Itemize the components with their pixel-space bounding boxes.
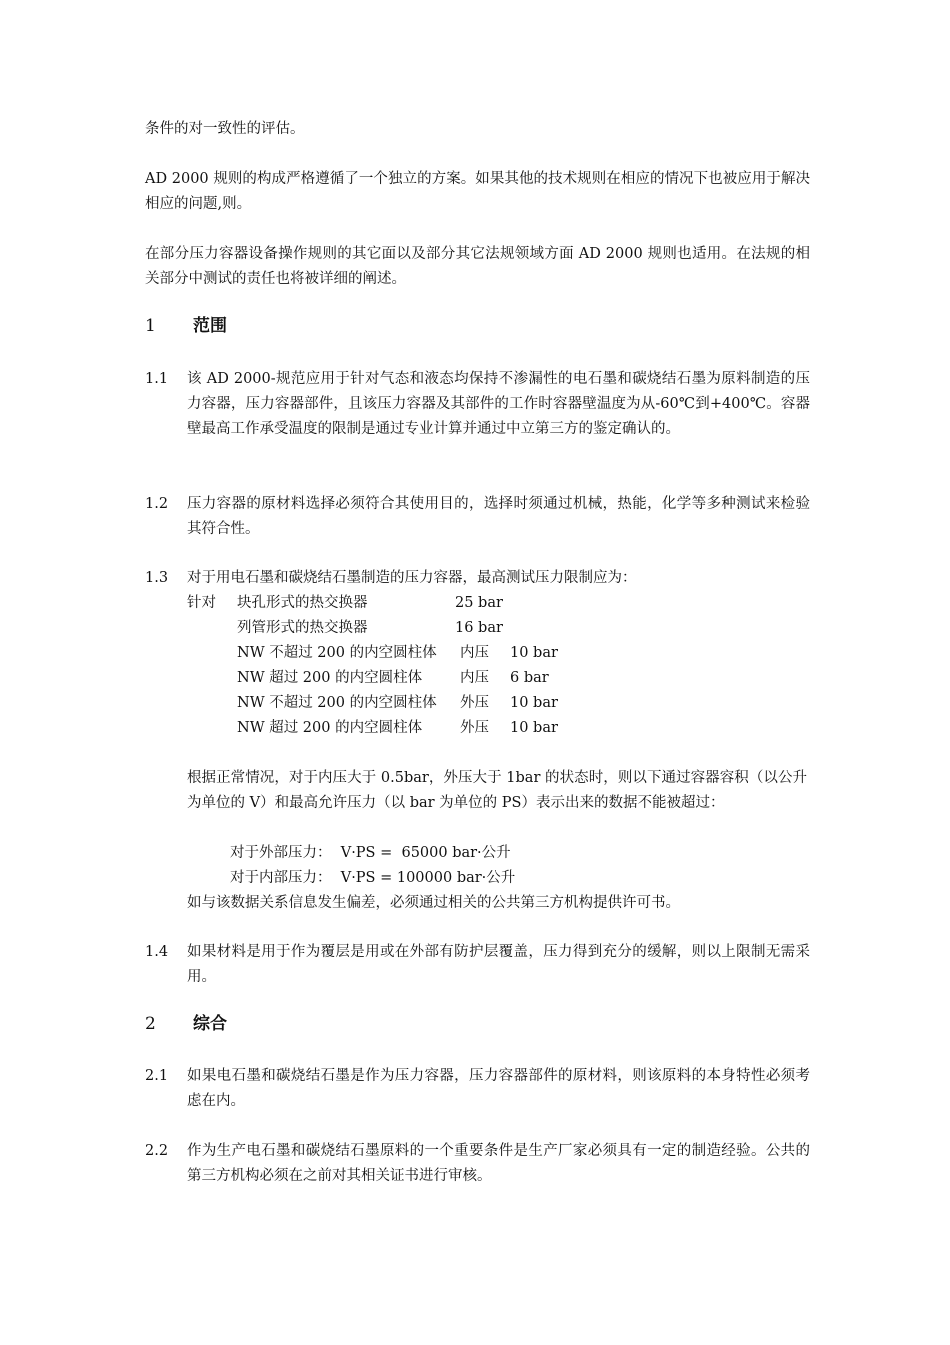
limit-item: NW 超过 200 的内空圆柱体 <box>237 720 423 736</box>
limit-value: 6 bar <box>510 670 549 686</box>
clause-text: 如果电石墨和碳烧结石墨是作为压力容器，压力容器部件的原材料，则该原料的本身特性必须考虑在内。 <box>187 1068 810 1109</box>
clause-2-2 <box>145 1139 810 1189</box>
clause-1-2 <box>145 492 810 542</box>
clause-text: 作为生产电石墨和碳烧结石墨原料的一个重要条件是生产厂家必须具有一定的制造经验。公共的第三方机构必须在之前对其相关证书进行审核。 <box>187 1143 810 1184</box>
limit-item: NW 不超过 200 的内空圆柱体 <box>237 645 437 661</box>
section-title: 范围 <box>193 316 227 336</box>
clause-number: 1.4 <box>145 944 169 960</box>
deviation-note: 如与该数据关系信息发生偏差，必须通过相关的公共第三方机构提供许可书。 <box>187 895 680 911</box>
external-pressure-formula: 对于外部压力： V·PS = 65000 bar·公升 <box>230 845 511 861</box>
internal-pressure-formula: 对于内部压力： V·PS = 100000 bar·公升 <box>230 870 516 886</box>
section-heading-1 <box>145 314 227 339</box>
intro-paragraph-2: AD 2000 规则的构成严格遵循了一个独立的方案。如果其他的技术规则在相应的情况下也被应用于解决相应的问题,则。 <box>145 171 810 212</box>
clause-1-4 <box>145 940 810 990</box>
clause-number: 1.2 <box>145 496 169 512</box>
clause-1-3 <box>145 566 810 591</box>
limit-value: 16 bar <box>455 620 503 636</box>
limit-kind: 内压 <box>460 670 489 686</box>
clause-text: 压力容器的原材料选择必须符合其使用目的，选择时须通过机械，热能，化学等多种测试来检验其符合性。 <box>187 496 810 537</box>
limit-value: 25 bar <box>455 595 503 611</box>
normal-conditions-paragraph: 根据正常情况，对于内压大于 0.5bar，外压大于 1bar 的状态时，则以下通过容器容积（以公升为单位的 V）和最高允许压力（以 bar 为单位的 PS）表示出来的数据不能被超过： <box>187 770 807 811</box>
limit-value: 10 bar <box>510 720 558 736</box>
limits-prefix: 针对 <box>187 595 216 611</box>
intro-paragraph-1: 条件的对一致性的评估。 <box>145 121 305 137</box>
section-number: 2 <box>145 1014 156 1034</box>
clause-2-1 <box>145 1064 810 1114</box>
limit-value: 10 bar <box>510 695 558 711</box>
limit-kind: 内压 <box>460 645 489 661</box>
clause-text: 如果材料是用于作为覆层是用或在外部有防护层覆盖，压力得到充分的缓解，则以上限制无需采用。 <box>187 944 810 985</box>
clause-number: 1.3 <box>145 570 169 586</box>
limit-value: 10 bar <box>510 645 558 661</box>
clause-number: 2.2 <box>145 1143 169 1159</box>
limit-kind: 外压 <box>460 695 489 711</box>
clause-number: 2.1 <box>145 1068 169 1084</box>
clause-text: 对于用电石墨和碳烧结石墨制造的压力容器，最高测试压力限制应为： <box>187 570 637 586</box>
intro-paragraph-3: 在部分压力容器设备操作规则的其它面以及部分其它法规领域方面 AD 2000 规则也适用。在法规的相关部分中测试的责任也将被详细的阐述。 <box>145 246 810 287</box>
limit-item: 块孔形式的热交换器 <box>237 595 368 611</box>
section-number: 1 <box>145 316 156 336</box>
limit-item: NW 不超过 200 的内空圆柱体 <box>237 695 437 711</box>
limit-item: 列管形式的热交换器 <box>237 620 368 636</box>
limit-item: NW 超过 200 的内空圆柱体 <box>237 670 423 686</box>
clause-1-1 <box>145 367 810 442</box>
section-title: 综合 <box>193 1014 227 1034</box>
clause-text: 该 AD 2000-规范应用于针对气态和液态均保持不渗漏性的电石墨和碳烧结石墨为原料制造的压力容器，压力容器部件，且该压力容器及其部件的工作时容器壁温度为从-60℃到+400℃。容器壁最高工作承受温度的限制是通过专业计算并通过中立第三方的鉴定确认的。 <box>187 371 810 437</box>
clause-number: 1.1 <box>145 371 169 387</box>
limit-kind: 外压 <box>460 720 489 736</box>
section-heading-2 <box>145 1012 227 1037</box>
